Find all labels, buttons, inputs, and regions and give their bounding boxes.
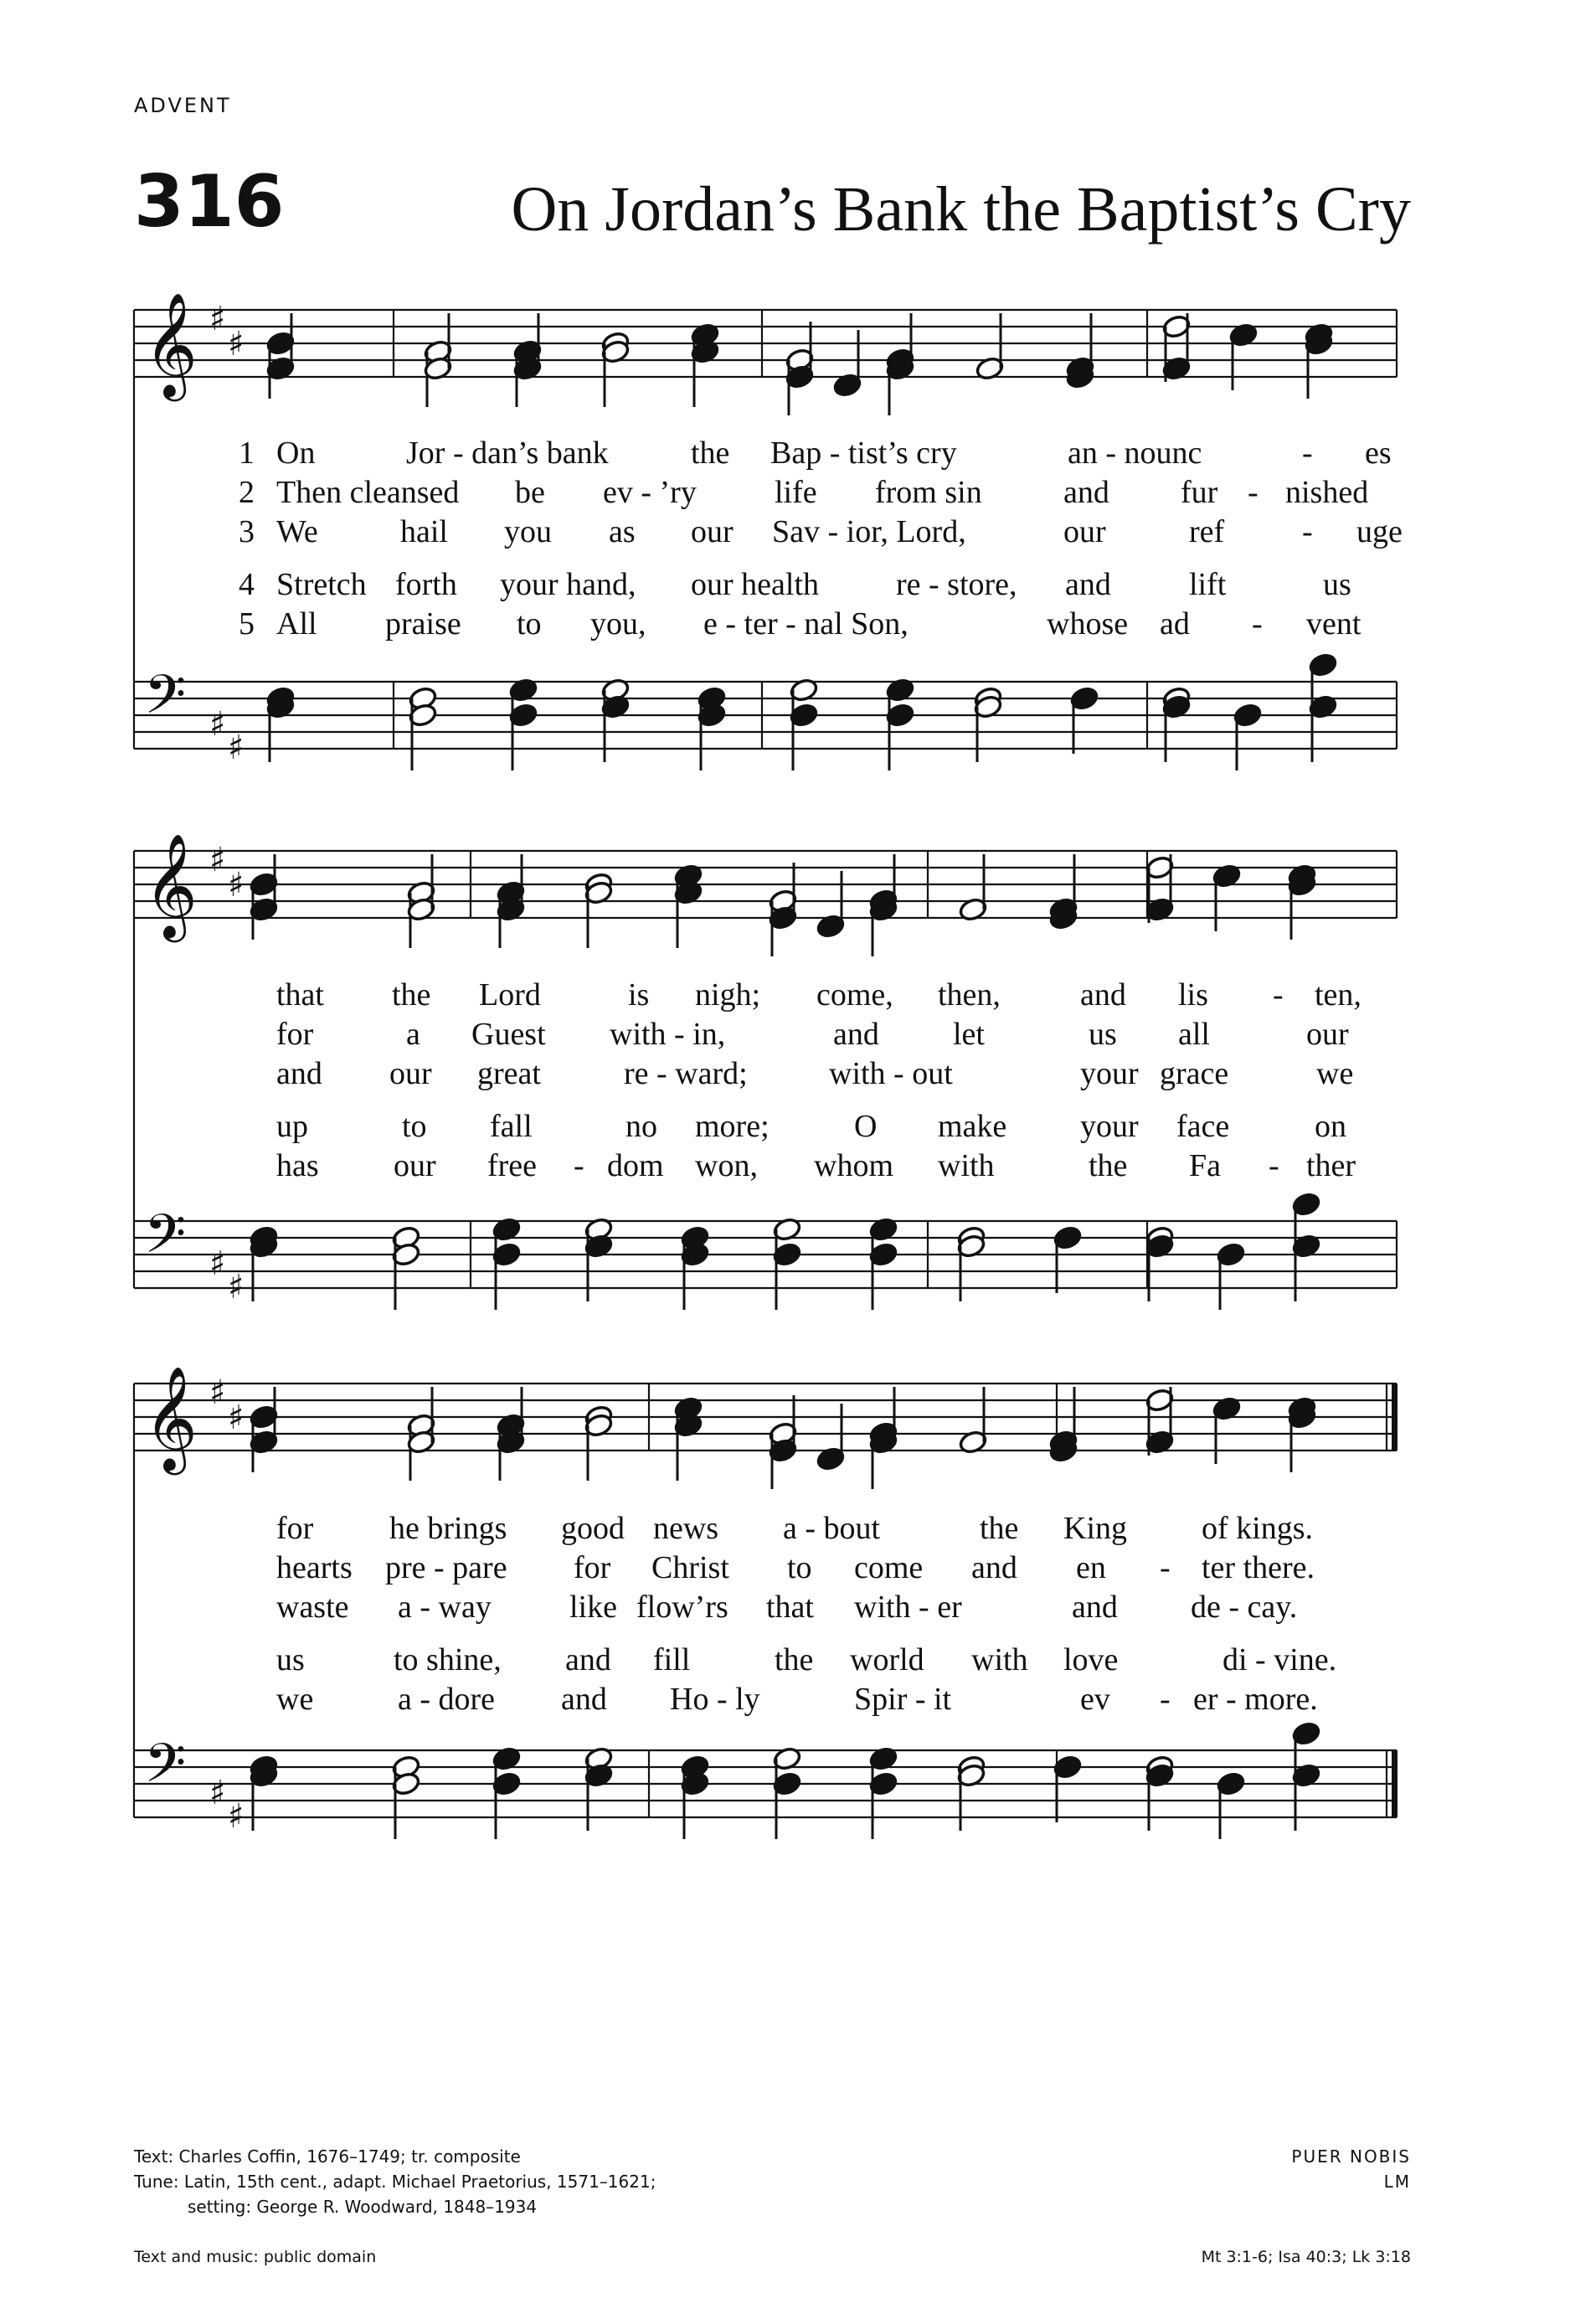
rights-notice: Text and music: public domain — [134, 2248, 377, 2266]
lyric-syllable: make — [938, 1109, 1007, 1144]
lyric-syllable: - — [1160, 1550, 1171, 1585]
lyric-syllable: with — [971, 1642, 1028, 1677]
lyric-syllable: for — [276, 1017, 314, 1052]
lyric-syllable: ther — [1306, 1148, 1356, 1183]
lyric-syllable: to — [787, 1550, 812, 1585]
lyric-syllable: - — [1302, 435, 1313, 471]
lyric-syllable: es — [1365, 435, 1392, 471]
sharp-icon: ♯ — [228, 866, 245, 904]
verse-3-line — [134, 513, 1411, 552]
lyric-syllable: more; — [695, 1109, 770, 1144]
lyric-syllable: ad — [1160, 606, 1190, 642]
verse-5-line — [134, 1147, 1411, 1186]
lyric-syllable: fur — [1181, 475, 1218, 510]
lyric-syllable: to — [402, 1109, 427, 1144]
lyric-syllable: de - cay. — [1191, 1590, 1298, 1625]
lyric-syllable: nigh; — [695, 977, 761, 1013]
treble-clef-icon: 𝄞 — [144, 1366, 198, 1471]
treble-clef-icon: 𝄞 — [144, 292, 198, 397]
sharp-icon: ♯ — [209, 1373, 226, 1412]
lyric-syllable: us — [1089, 1017, 1117, 1052]
lyric-syllable: Bap - tist’s cry — [770, 435, 957, 471]
lyric-syllable: O — [854, 1109, 878, 1144]
notehead — [492, 1771, 522, 1839]
notehead — [1233, 703, 1263, 770]
lyric-syllable: a — [406, 1017, 420, 1052]
lyric-syllable: up — [276, 1109, 308, 1144]
lyric-syllable: and — [1063, 475, 1109, 510]
lyric-syllable: whom — [814, 1148, 893, 1183]
lyric-syllable: We — [276, 514, 318, 549]
notehead — [265, 694, 296, 762]
lyric-syllable: won, — [695, 1148, 758, 1183]
verse-2-line — [134, 1015, 1411, 1054]
lyric-syllable: flow’rs — [636, 1590, 728, 1625]
lyric-syllable: dom — [607, 1148, 664, 1183]
notehead — [973, 694, 1003, 762]
lyric-syllable: and — [565, 1642, 611, 1677]
bass-clef-icon: 𝄢 — [144, 664, 187, 739]
verse-4-line — [134, 1107, 1411, 1147]
lyric-syllable: and — [276, 1056, 322, 1091]
lyric-syllable: our health — [691, 567, 820, 602]
notehead — [868, 1771, 898, 1839]
treble-clef-icon: 𝄞 — [144, 833, 198, 938]
notehead — [391, 1242, 421, 1310]
sharp-icon: ♯ — [228, 729, 245, 767]
notehead — [508, 703, 538, 770]
lyric-syllable: for — [574, 1550, 611, 1585]
lyric-syllable: and — [1080, 977, 1126, 1013]
setting-credit: setting: George R. Woodward, 1848–1934 — [188, 2197, 538, 2217]
lyric-syllable: we — [1316, 1056, 1354, 1091]
lyric-syllable: with - er — [854, 1590, 962, 1625]
sharp-icon: ♯ — [209, 300, 226, 338]
lyric-syllable: and — [1072, 1590, 1118, 1625]
lyric-syllable: good — [561, 1511, 625, 1546]
notehead — [1048, 1395, 1078, 1463]
notehead — [816, 871, 846, 939]
lyric-syllable: - — [1252, 606, 1263, 642]
lyric-syllable: the — [980, 1511, 1019, 1546]
lyric-syllable: face — [1176, 1109, 1230, 1144]
notehead — [492, 1242, 522, 1310]
bass-clef-icon: 𝄢 — [144, 1203, 187, 1279]
notehead — [956, 1763, 986, 1831]
notehead — [1291, 1234, 1321, 1301]
lyric-syllable: our — [1306, 1017, 1349, 1052]
notehead — [1287, 872, 1317, 940]
sharp-icon: ♯ — [209, 1244, 226, 1283]
notehead — [1053, 1755, 1083, 1822]
lyric-syllable: nished — [1285, 475, 1369, 510]
notehead — [680, 1242, 710, 1310]
sharp-icon: ♯ — [228, 325, 245, 363]
verse-number: 3 — [239, 514, 255, 549]
notehead — [885, 313, 915, 381]
bass-clef-icon: 𝄢 — [144, 1733, 187, 1808]
notehead — [816, 1404, 846, 1471]
lyric-syllable: - — [1160, 1682, 1171, 1717]
notehead — [1212, 1396, 1242, 1464]
credits — [134, 2144, 656, 2219]
lyric-syllable: vent — [1306, 606, 1362, 642]
lyric-syllable: he brings — [389, 1511, 507, 1546]
lyric-syllable: on — [1315, 1109, 1346, 1144]
verse-5-line — [134, 605, 1411, 644]
lyric-syllable: with - out — [829, 1056, 953, 1091]
verse-3-line — [134, 1054, 1411, 1094]
sharp-icon: ♯ — [209, 705, 226, 744]
notehead — [1145, 1763, 1175, 1831]
verse-number: 5 — [239, 606, 255, 642]
notehead — [868, 854, 898, 922]
notehead — [584, 880, 614, 948]
sharp-icon: ♯ — [228, 1797, 245, 1836]
sharp-icon: ♯ — [209, 841, 226, 879]
lyric-syllable: our — [389, 1056, 432, 1091]
notehead — [697, 703, 727, 770]
lyric-syllable: to — [517, 606, 542, 642]
lyric-syllable: Sav - ior, Lord, — [772, 514, 966, 549]
lyric-syllable: lis — [1178, 977, 1208, 1013]
hymn-number: 316 — [134, 160, 285, 244]
lyric-syllable: e - ter - nal Son, — [703, 606, 909, 642]
notehead — [868, 1242, 898, 1310]
lyric-syllable: er - more. — [1193, 1682, 1318, 1717]
lyric-syllable: praise — [385, 606, 461, 642]
lyric-syllable: great — [477, 1056, 541, 1091]
notehead — [1065, 322, 1095, 389]
notehead — [1212, 863, 1242, 931]
lyric-syllable: an - nounc — [1068, 435, 1202, 471]
verse-1-line — [134, 434, 1411, 473]
sharp-icon: ♯ — [228, 1399, 245, 1437]
notehead — [772, 1771, 802, 1839]
lyric-syllable: Ho - ly — [670, 1682, 760, 1717]
lyric-syllable: - — [1248, 475, 1259, 510]
lyric-syllable: whose — [1047, 606, 1129, 642]
lyric-syllable: On — [276, 435, 316, 471]
lyric-syllable: and — [1065, 567, 1111, 602]
lyric-syllable: with — [938, 1148, 995, 1183]
lyric-syllable: a - bout — [783, 1511, 881, 1546]
notehead — [584, 1763, 614, 1831]
tune-info — [1291, 2144, 1411, 2194]
lyric-syllable: a - dore — [398, 1682, 496, 1717]
notehead — [1304, 331, 1334, 399]
notehead — [249, 1763, 279, 1831]
lyric-syllable: and — [561, 1682, 607, 1717]
lyric-syllable: Fa — [1189, 1148, 1221, 1183]
lyric-syllable: ev — [1080, 1682, 1110, 1717]
lyric-syllable: life — [775, 475, 817, 510]
lyric-syllable: ref — [1189, 514, 1225, 549]
lyric-syllable: lift — [1189, 567, 1227, 602]
lyric-syllable: Stretch — [276, 567, 367, 602]
notehead — [958, 854, 988, 922]
notehead — [1216, 1771, 1246, 1839]
lyric-syllable: en — [1076, 1550, 1106, 1585]
lyric-syllable: - — [574, 1148, 584, 1183]
lyric-syllable: that — [276, 977, 324, 1013]
lyric-syllable: pre - pare — [385, 1550, 507, 1585]
notehead — [1161, 694, 1192, 762]
lyric-syllable: is — [628, 977, 650, 1013]
notehead — [408, 703, 438, 770]
lyric-syllable: the — [691, 435, 730, 471]
lyric-syllable: All — [276, 606, 317, 642]
lyric-syllable: has — [276, 1148, 319, 1183]
lyric-syllable: - — [1302, 514, 1313, 549]
lyric-syllable: Guest — [471, 1017, 546, 1052]
text-credit: Text: Charles Coffin, 1676–1749; tr. composite — [134, 2146, 521, 2167]
notehead — [975, 313, 1005, 381]
lyric-syllable: as — [609, 514, 636, 549]
verse-number: 4 — [239, 567, 255, 602]
notehead — [600, 694, 631, 762]
lyric-syllable: Jor - dan’s bank — [406, 435, 609, 471]
lyric-syllable: your — [1080, 1109, 1139, 1144]
notehead — [584, 1234, 614, 1301]
final-barline-thick — [1392, 1384, 1398, 1451]
verse-4-line — [134, 1641, 1411, 1680]
lyric-syllable: Christ — [651, 1550, 729, 1585]
lyric-syllable: all — [1178, 1017, 1210, 1052]
notehead — [958, 1387, 988, 1455]
lyric-syllable: let — [953, 1017, 985, 1052]
notehead — [673, 1413, 703, 1481]
notehead — [789, 703, 819, 770]
lyric-syllable: be — [515, 475, 545, 510]
hymn-title: On Jordan’s Bank the Baptist’s Cry — [511, 174, 1411, 245]
lyric-syllable: us — [1323, 567, 1351, 602]
lyric-syllable: and — [833, 1017, 879, 1052]
notehead — [584, 1413, 614, 1481]
lyric-syllable: and — [971, 1550, 1017, 1585]
lyric-syllable: the — [775, 1642, 814, 1677]
lyric-syllable: no — [625, 1109, 657, 1144]
tune-credit: Tune: Latin, 15th cent., adapt. Michael Praetorius, 1571–1621; — [134, 2172, 656, 2192]
notehead — [680, 1771, 710, 1839]
lyric-syllable: our — [1063, 514, 1106, 549]
final-barline-thick — [1392, 1750, 1398, 1817]
lyric-syllable: - — [1273, 977, 1284, 1013]
lyric-syllable: the — [392, 977, 431, 1013]
lyric-syllable: Spir - it — [854, 1682, 952, 1717]
verse-3-line — [134, 1588, 1411, 1627]
lyric-syllable: re - store, — [896, 567, 1017, 602]
notehead — [690, 339, 720, 407]
lyric-syllable: our — [691, 514, 734, 549]
lyric-syllable: news — [653, 1511, 719, 1546]
lyric-syllable: come — [854, 1550, 924, 1585]
notehead — [1287, 1404, 1317, 1472]
lyric-syllable: ev - ’ry — [603, 475, 697, 510]
notehead — [956, 1234, 986, 1301]
lyric-syllable: grace — [1160, 1056, 1229, 1091]
lyric-syllable: for — [276, 1511, 314, 1546]
lyric-syllable: we — [276, 1682, 314, 1717]
lyric-syllable: King — [1063, 1511, 1127, 1546]
verse-number: 2 — [239, 475, 255, 510]
lyric-syllable: of kings. — [1202, 1511, 1313, 1546]
lyric-syllable: the — [1089, 1148, 1128, 1183]
notehead — [1048, 863, 1078, 930]
tune-name: PUER NOBIS — [1291, 2146, 1411, 2167]
lyric-syllable: your — [1080, 1056, 1139, 1091]
verse-1-line — [134, 976, 1411, 1015]
notehead — [885, 703, 915, 770]
lyric-syllable: that — [766, 1590, 814, 1625]
sharp-icon: ♯ — [228, 1268, 245, 1306]
notehead — [249, 1234, 279, 1301]
lyric-syllable: us — [276, 1642, 305, 1677]
lyric-syllable: come, — [816, 977, 893, 1013]
lyric-syllable: to shine, — [394, 1642, 502, 1677]
lyric-syllable: your hand, — [500, 567, 636, 602]
verse-4-line — [134, 565, 1411, 605]
lyric-syllable: a - way — [398, 1590, 492, 1625]
lyric-syllable: Then cleansed — [276, 475, 460, 510]
lyric-syllable: ten, — [1315, 977, 1362, 1013]
lyrics-system-1 — [134, 434, 1411, 644]
lyrics-system-3 — [134, 1509, 1411, 1719]
notehead — [391, 1771, 421, 1839]
lyrics-system-2 — [134, 976, 1411, 1186]
notehead — [1145, 1234, 1175, 1301]
lyric-syllable: with - in, — [610, 1017, 726, 1052]
notehead — [1216, 1242, 1246, 1310]
notehead — [1069, 686, 1099, 754]
lyric-syllable: ter there. — [1202, 1550, 1315, 1585]
scripture-refs: Mt 3:1-6; Isa 40:3; Lk 3:18 — [1201, 2248, 1411, 2266]
verse-5-line — [134, 1680, 1411, 1719]
lyric-syllable: - — [1269, 1148, 1279, 1183]
lyric-syllable: you — [504, 514, 552, 549]
notehead — [1228, 322, 1259, 390]
notehead — [868, 1387, 898, 1455]
lyric-syllable: uge — [1356, 514, 1403, 549]
meter: LM — [1383, 2172, 1411, 2192]
lyric-syllable: di - vine. — [1223, 1642, 1337, 1677]
lyric-syllable: our — [394, 1148, 436, 1183]
lyric-syllable: hail — [400, 514, 448, 549]
notehead — [1308, 694, 1338, 762]
lyric-syllable: re - ward; — [624, 1056, 748, 1091]
notehead — [1291, 1763, 1321, 1831]
notehead — [1053, 1225, 1083, 1293]
lyric-syllable: Lord — [479, 977, 541, 1013]
notehead — [600, 339, 631, 407]
verse-1-line — [134, 1509, 1411, 1548]
lyric-syllable: free — [487, 1148, 538, 1183]
notehead — [772, 1242, 802, 1310]
lyric-syllable: fill — [653, 1642, 691, 1677]
lyric-syllable: forth — [395, 567, 457, 602]
verse-2-line — [134, 1548, 1411, 1588]
lyric-syllable: then, — [938, 977, 1001, 1013]
notehead — [673, 880, 703, 948]
verse-2-line — [134, 473, 1411, 513]
lyric-syllable: from sin — [875, 475, 982, 510]
lyric-syllable: waste — [276, 1590, 349, 1625]
lyric-syllable: like — [569, 1590, 617, 1625]
lyric-syllable: hearts — [276, 1550, 353, 1585]
sharp-icon: ♯ — [209, 1774, 226, 1812]
verse-number: 1 — [239, 435, 255, 471]
lyric-syllable: world — [850, 1642, 924, 1677]
section-label: ADVENT — [134, 94, 232, 117]
notehead — [832, 330, 862, 398]
lyric-syllable: love — [1063, 1642, 1119, 1677]
lyric-syllable: you, — [590, 606, 646, 642]
lyric-syllable: fall — [490, 1109, 533, 1144]
